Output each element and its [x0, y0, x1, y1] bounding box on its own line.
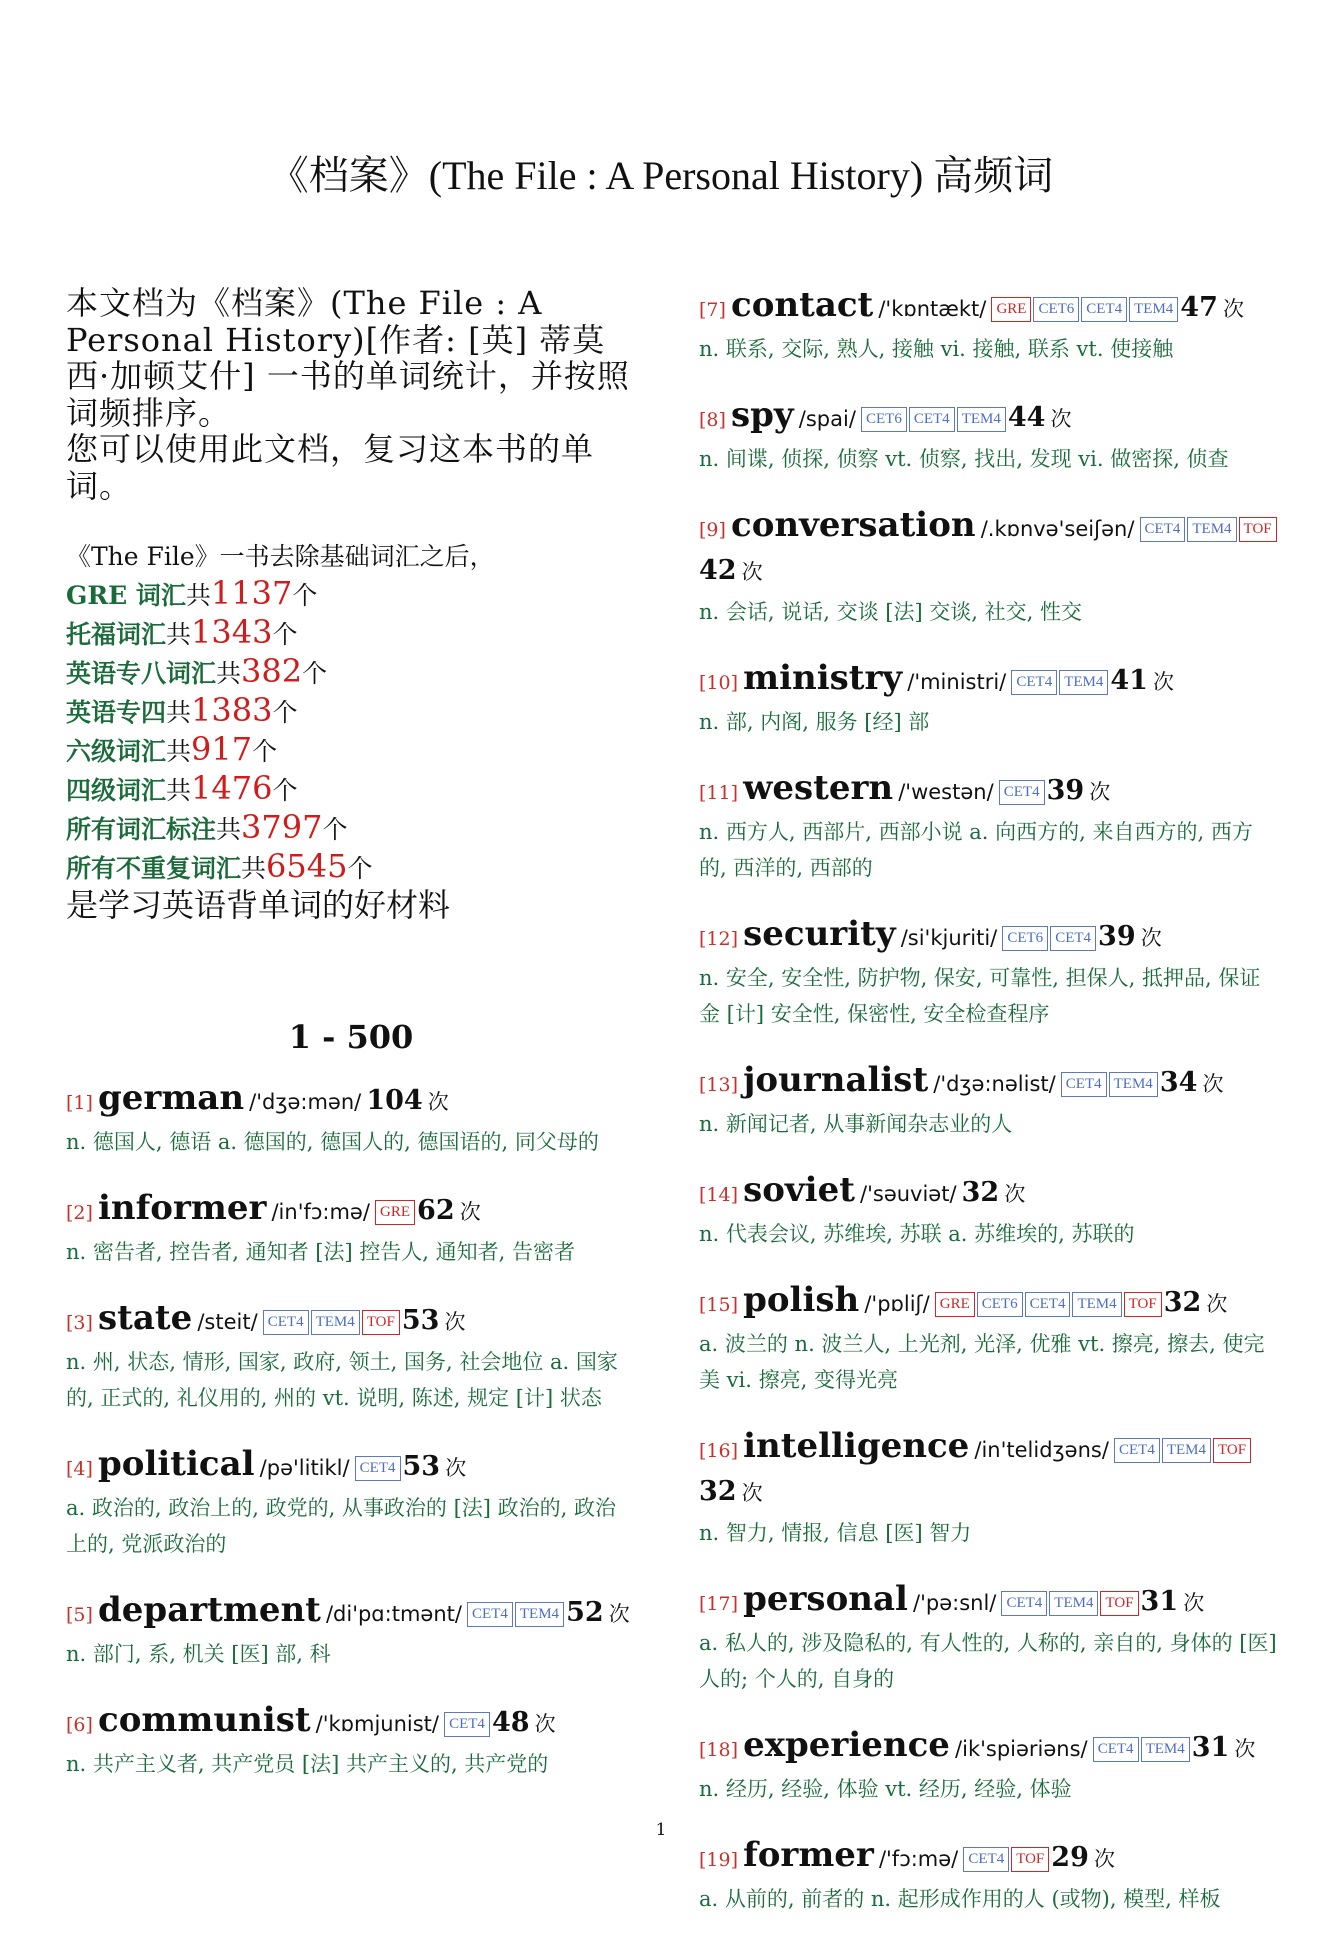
stat-mid: 共: [241, 854, 267, 883]
word-entry: [699, 1426, 1279, 1551]
entry-word: conversation: [731, 505, 976, 545]
entry-phonetic: /di'pɑ:tmənt/: [325, 1602, 462, 1626]
stat-unit: 个: [347, 854, 373, 883]
entry-count: 32: [699, 1476, 737, 1507]
word-entry: [699, 914, 1279, 1032]
entry-definition: n. 智力, 情报, 信息 [医] 智力: [699, 1521, 972, 1545]
count-unit: 次: [1140, 926, 1162, 950]
entry-count: 39: [1046, 775, 1085, 806]
exam-tag: TOF: [1213, 1438, 1251, 1463]
entry-definition: n. 间谍, 侦探, 侦察 vt. 侦察, 找出, 发现 vi. 做密探, 侦查: [699, 447, 1229, 471]
stat-value: 1476: [191, 769, 273, 807]
count-unit: 次: [1202, 1072, 1224, 1096]
entry-word: soviet: [743, 1170, 855, 1210]
entry-head: [699, 658, 1279, 704]
entry-index: [2]: [66, 1202, 93, 1224]
entry-definition: a. 政治的, 政治上的, 政党的, 从事政治的 [法] 政治的, 政治上的, 党派政治的: [66, 1496, 617, 1556]
entry-count: 34: [1159, 1067, 1198, 1098]
entry-word: security: [743, 914, 896, 954]
entry-word: polish: [743, 1280, 860, 1320]
entry-word: communist: [98, 1700, 311, 1740]
exam-tag: CET4: [1093, 1737, 1139, 1762]
left-column: [66, 285, 636, 1810]
entry-phonetic: /'dʒə:nəlist/: [933, 1072, 1056, 1096]
stat-label: 所有不重复词汇: [66, 854, 242, 883]
exam-tag: TEM4: [311, 1310, 360, 1335]
entry-index: [7]: [699, 299, 726, 321]
entry-word: state: [98, 1298, 193, 1338]
entry-word: intelligence: [743, 1426, 970, 1466]
entry-word: journalist: [743, 1060, 929, 1100]
stat-value: 6545: [266, 847, 348, 885]
stat-mid: 共: [216, 659, 242, 688]
entry-phonetic: /'pə:snl/: [913, 1591, 997, 1615]
count-unit: 次: [741, 1481, 763, 1505]
entry-phonetic: /'pɒliʃ/: [864, 1292, 930, 1316]
entry-definition: n. 部门, 系, 机关 [医] 部, 科: [66, 1642, 331, 1666]
count-unit: 次: [1153, 670, 1175, 694]
stat-line: [66, 575, 636, 614]
entry-definition: a. 波兰的 n. 波兰人, 上光剂, 光泽, 优雅 vt. 擦亮, 擦去, 使完美 vi. 擦亮, 变得光亮: [699, 1332, 1265, 1392]
entry-definition: n. 会话, 说话, 交谈 [法] 交谈, 社交, 性交: [699, 600, 1083, 624]
entry-word: personal: [743, 1579, 908, 1619]
stat-mid: 共: [216, 815, 242, 844]
exam-tag: TEM4: [1072, 1292, 1121, 1317]
exam-tag: TEM4: [1129, 297, 1178, 322]
exam-tag: TOF: [1239, 517, 1277, 542]
exam-tag: GRE: [375, 1200, 415, 1225]
entry-phonetic: /in'fɔ:mə/: [271, 1200, 370, 1224]
exam-tag: TOF: [1100, 1591, 1138, 1616]
entry-head: [699, 285, 1279, 331]
entry-head: [699, 395, 1279, 441]
entry-word: political: [98, 1444, 255, 1484]
entry-index: [19]: [699, 1849, 739, 1871]
entry-index: [4]: [66, 1458, 93, 1480]
word-entry: [699, 285, 1279, 367]
word-entry: [66, 1444, 636, 1562]
exam-tag: CET6: [1002, 926, 1048, 951]
entry-definition: n. 新闻记者, 从事新闻杂志业的人: [699, 1112, 1013, 1136]
stat-unit: 个: [272, 698, 298, 727]
entry-index: [8]: [699, 409, 726, 431]
page-number: 1: [655, 1820, 667, 1840]
range-heading: 1 - 500: [288, 1018, 414, 1056]
stat-mid: 共: [185, 581, 211, 610]
stat-mid: 共: [166, 620, 192, 649]
entry-word: western: [743, 768, 894, 808]
entry-count: 104: [366, 1085, 423, 1116]
entry-phonetic: /'kɒntækt/: [878, 297, 987, 321]
word-entry: [66, 1078, 636, 1160]
stat-value: 1383: [191, 691, 273, 729]
count-unit: 次: [427, 1090, 449, 1114]
stat-line: [66, 731, 636, 770]
entry-count: 42: [699, 555, 737, 586]
entry-count: 52: [566, 1597, 604, 1628]
exam-tag: TEM4: [957, 407, 1006, 432]
count-unit: 次: [444, 1310, 466, 1334]
stat-line: [66, 809, 636, 848]
entry-phonetic: /si'kjuriti/: [900, 926, 998, 950]
exam-tag: TEM4: [1109, 1072, 1158, 1097]
entry-word: german: [98, 1078, 245, 1118]
exam-tag: TOF: [362, 1310, 400, 1335]
word-entry: [699, 1170, 1279, 1252]
count-unit: 次: [445, 1456, 467, 1480]
count-unit: 次: [1183, 1591, 1205, 1615]
exam-tag: CET4: [1140, 517, 1186, 542]
word-entry: [699, 1060, 1279, 1142]
word-entry: [66, 1700, 636, 1782]
entry-definition: n. 安全, 安全性, 防护物, 保安, 可靠性, 担保人, 抵押品, 保证金 [计] 安全性, 保密性, 安全检查程序: [699, 966, 1261, 1026]
stat-value: 382: [241, 652, 303, 690]
entry-head: [699, 1725, 1279, 1771]
count-unit: 次: [1093, 1847, 1115, 1871]
entry-word: department: [98, 1590, 321, 1630]
entry-count: 53: [401, 1305, 440, 1336]
word-entry: [699, 1835, 1279, 1917]
word-entry: [699, 658, 1279, 740]
word-entry: [699, 1280, 1279, 1398]
intro-paragraph-1: 本文档为《档案》(The File : A Personal History)[作者: [英] 蒂莫西·加顿艾什] 一书的单词统计，并按照词频排序。: [66, 284, 630, 432]
stat-value: 3797: [241, 808, 323, 846]
entry-index: [17]: [699, 1593, 739, 1615]
count-unit: 次: [1050, 407, 1072, 431]
word-entry: [699, 768, 1279, 886]
exam-tag: CET4: [263, 1310, 309, 1335]
exam-tag: CET4: [999, 780, 1045, 805]
entry-count: 53: [402, 1451, 441, 1482]
count-unit: 次: [1004, 1182, 1026, 1206]
count-unit: 次: [1206, 1292, 1228, 1316]
entry-definition: n. 德国人, 德语 a. 德国的, 德国人的, 德国语的, 同父母的: [66, 1130, 599, 1154]
entry-count: 29: [1051, 1842, 1089, 1873]
exam-tag: CET6: [1033, 297, 1079, 322]
entry-index: [5]: [66, 1604, 93, 1626]
entry-index: [10]: [699, 672, 739, 694]
exam-tag: GRE: [991, 297, 1031, 322]
entry-word: ministry: [743, 658, 903, 698]
entry-word: informer: [98, 1188, 267, 1228]
exam-tag: CET4: [444, 1712, 490, 1737]
entry-head: [699, 1426, 1279, 1515]
entry-definition: n. 共产主义者, 共产党员 [法] 共产主义的, 共产党的: [66, 1752, 549, 1776]
entry-head: [66, 1444, 636, 1490]
entry-index: [16]: [699, 1440, 739, 1462]
exam-tag: CET4: [1025, 1292, 1071, 1317]
stat-line: [66, 653, 636, 692]
word-entry: [699, 1579, 1279, 1697]
entry-head: [66, 1700, 636, 1746]
entry-head: [66, 1078, 636, 1124]
entry-phonetic: /'ministri/: [907, 670, 1007, 694]
document-title: 《档案》(The File : A Personal History) 高频词: [268, 153, 1054, 198]
entry-index: [15]: [699, 1294, 739, 1316]
intro-paragraph-2: 您可以使用此文档，复习这本书的单词。: [66, 430, 595, 505]
entry-word: experience: [743, 1725, 950, 1765]
entry-head: [66, 1188, 636, 1234]
stat-mid: 共: [166, 737, 192, 766]
stat-line: [66, 770, 636, 809]
left-word-list: [66, 1078, 636, 1782]
entry-definition: n. 西方人, 西部片, 西部小说 a. 向西方的, 来自西方的, 西方的, 西洋的, 西部的: [699, 820, 1253, 880]
right-word-list: [699, 285, 1279, 1945]
entry-phonetic: /'səuviət/: [860, 1182, 957, 1206]
entry-head: [699, 505, 1279, 594]
entry-definition: n. 州, 状态, 情形, 国家, 政府, 领土, 国务, 社会地位 a. 国家的, 正式的, 礼仪用的, 州的 vt. 说明, 陈述, 规定 [计] 状态: [66, 1350, 618, 1410]
entry-phonetic: /'kɒmjunist/: [315, 1712, 439, 1736]
entry-head: [66, 1590, 636, 1636]
entry-head: [699, 1579, 1279, 1625]
entry-phonetic: /steit/: [197, 1310, 258, 1334]
stat-label: 六级词汇: [66, 737, 167, 766]
stat-unit: 个: [322, 815, 348, 844]
word-entry: [66, 1298, 636, 1416]
stat-value: 917: [191, 730, 253, 768]
exam-tag: CET6: [977, 1292, 1023, 1317]
exam-tag: CET4: [1001, 1591, 1047, 1616]
entry-word: spy: [731, 395, 794, 435]
entry-phonetic: /.kɒnvə'seiʃən/: [980, 517, 1135, 541]
stat-label: 托福词汇: [66, 620, 167, 649]
entry-definition: n. 部, 内阁, 服务 [经] 部: [699, 710, 930, 734]
entry-definition: n. 代表会议, 苏维埃, 苏联 a. 苏维埃的, 苏联的: [699, 1222, 1135, 1246]
entry-head: [699, 914, 1279, 960]
entry-index: [12]: [699, 928, 739, 950]
entry-index: [11]: [699, 782, 739, 804]
entry-count: 32: [961, 1177, 1000, 1208]
entry-phonetic: /'fɔ:mə/: [878, 1847, 959, 1871]
stat-line: [66, 692, 636, 731]
stat-unit: 个: [272, 620, 298, 649]
word-entry: [699, 395, 1279, 477]
exam-tag: TEM4: [1049, 1591, 1098, 1616]
count-unit: 次: [459, 1200, 481, 1224]
entry-head: [699, 1835, 1279, 1881]
entry-count: 41: [1110, 665, 1148, 696]
stat-unit: 个: [252, 737, 278, 766]
exam-tag: TOF: [1124, 1292, 1162, 1317]
intro-text: [66, 285, 636, 504]
exam-tag: CET4: [355, 1456, 401, 1481]
exam-tag: GRE: [935, 1292, 975, 1317]
entry-count: 62: [417, 1195, 455, 1226]
exam-tag: CET4: [1061, 1072, 1107, 1097]
word-entry: [699, 505, 1279, 630]
exam-tag: TEM4: [1059, 670, 1108, 695]
exam-tag: CET4: [1114, 1438, 1160, 1463]
stats-closing: 是学习英语背单词的好材料: [66, 886, 451, 924]
entry-head: [699, 1170, 1279, 1216]
word-entry: [66, 1188, 636, 1270]
entry-count: 32: [1163, 1287, 1202, 1318]
entry-word: former: [743, 1835, 874, 1875]
word-entry: [66, 1590, 636, 1672]
entry-index: [18]: [699, 1739, 739, 1761]
entry-index: [3]: [66, 1312, 93, 1334]
entry-count: 39: [1098, 921, 1136, 952]
entry-head: [699, 768, 1279, 814]
stat-value: 1343: [191, 613, 273, 651]
exam-tag: CET4: [1050, 926, 1096, 951]
stats-note: 《The File》一书去除基础词汇之后，: [66, 542, 495, 571]
entry-phonetic: /pə'litikl/: [259, 1456, 350, 1480]
stat-label: GRE 词汇: [66, 581, 186, 610]
count-unit: 次: [1222, 297, 1244, 321]
count-unit: 次: [741, 560, 763, 584]
exam-tag: TEM4: [1187, 517, 1236, 542]
stat-unit: 个: [272, 776, 298, 805]
exam-tag: CET6: [861, 407, 907, 432]
exam-tag: TEM4: [1162, 1438, 1211, 1463]
exam-tag: TOF: [1011, 1847, 1049, 1872]
entry-phonetic: /'westən/: [898, 780, 994, 804]
stat-label: 英语专四: [66, 698, 167, 727]
entry-index: [14]: [699, 1184, 739, 1206]
count-unit: 次: [534, 1712, 556, 1736]
stat-label: 所有词汇标注: [66, 815, 217, 844]
stat-mid: 共: [166, 698, 192, 727]
entry-head: [699, 1280, 1279, 1326]
entry-definition: n. 经历, 经验, 体验 vt. 经历, 经验, 体验: [699, 1777, 1072, 1801]
entry-count: 31: [1140, 1586, 1179, 1617]
stat-line: [66, 848, 636, 887]
entry-phonetic: /'dʒə:mən/: [249, 1090, 362, 1114]
entry-index: [1]: [66, 1092, 93, 1114]
entry-definition: n. 联系, 交际, 熟人, 接触 vi. 接触, 联系 vt. 使接触: [699, 337, 1174, 361]
stat-value: 1137: [210, 574, 293, 612]
stat-label: 英语专八词汇: [66, 659, 217, 688]
count-unit: 次: [1089, 780, 1111, 804]
entry-count: 44: [1007, 402, 1046, 433]
entry-phonetic: /spai/: [798, 407, 856, 431]
entry-index: [6]: [66, 1714, 93, 1736]
exam-tag: CET4: [909, 407, 955, 432]
entry-count: 47: [1180, 292, 1218, 323]
entry-phonetic: /in'telidʒəns/: [974, 1438, 1109, 1462]
entry-definition: a. 从前的, 前者的 n. 起形成作用的人 (或物), 模型, 样板: [699, 1887, 1221, 1911]
entry-index: [9]: [699, 519, 726, 541]
stat-unit: 个: [302, 659, 328, 688]
exam-tag: CET4: [1081, 297, 1127, 322]
exam-tag: CET4: [963, 1847, 1009, 1872]
entry-count: 31: [1191, 1732, 1230, 1763]
entry-word: contact: [731, 285, 874, 325]
entry-phonetic: /ik'spiəriəns/: [955, 1737, 1088, 1761]
word-entry: [699, 1725, 1279, 1807]
stat-mid: 共: [166, 776, 192, 805]
entry-count: 48: [491, 1707, 530, 1738]
entry-definition: a. 私人的, 涉及隐私的, 有人性的, 人称的, 亲自的, 身体的 [医] 人的; 个人的, 自身的: [699, 1631, 1277, 1691]
count-unit: 次: [608, 1602, 630, 1626]
exam-tag: TEM4: [1141, 1737, 1190, 1762]
stat-label: 四级词汇: [66, 776, 167, 805]
vocabulary-stats: [66, 538, 636, 924]
stat-unit: 个: [292, 581, 318, 610]
entry-head: [66, 1298, 636, 1344]
exam-tag: CET4: [1011, 670, 1057, 695]
count-unit: 次: [1234, 1737, 1256, 1761]
entry-definition: n. 密告者, 控告者, 通知者 [法] 控告人, 通知者, 告密者: [66, 1240, 576, 1264]
exam-tag: CET4: [467, 1602, 513, 1627]
entry-index: [13]: [699, 1074, 739, 1096]
entry-head: [699, 1060, 1279, 1106]
stat-line: [66, 614, 636, 653]
exam-tag: TEM4: [515, 1602, 564, 1627]
